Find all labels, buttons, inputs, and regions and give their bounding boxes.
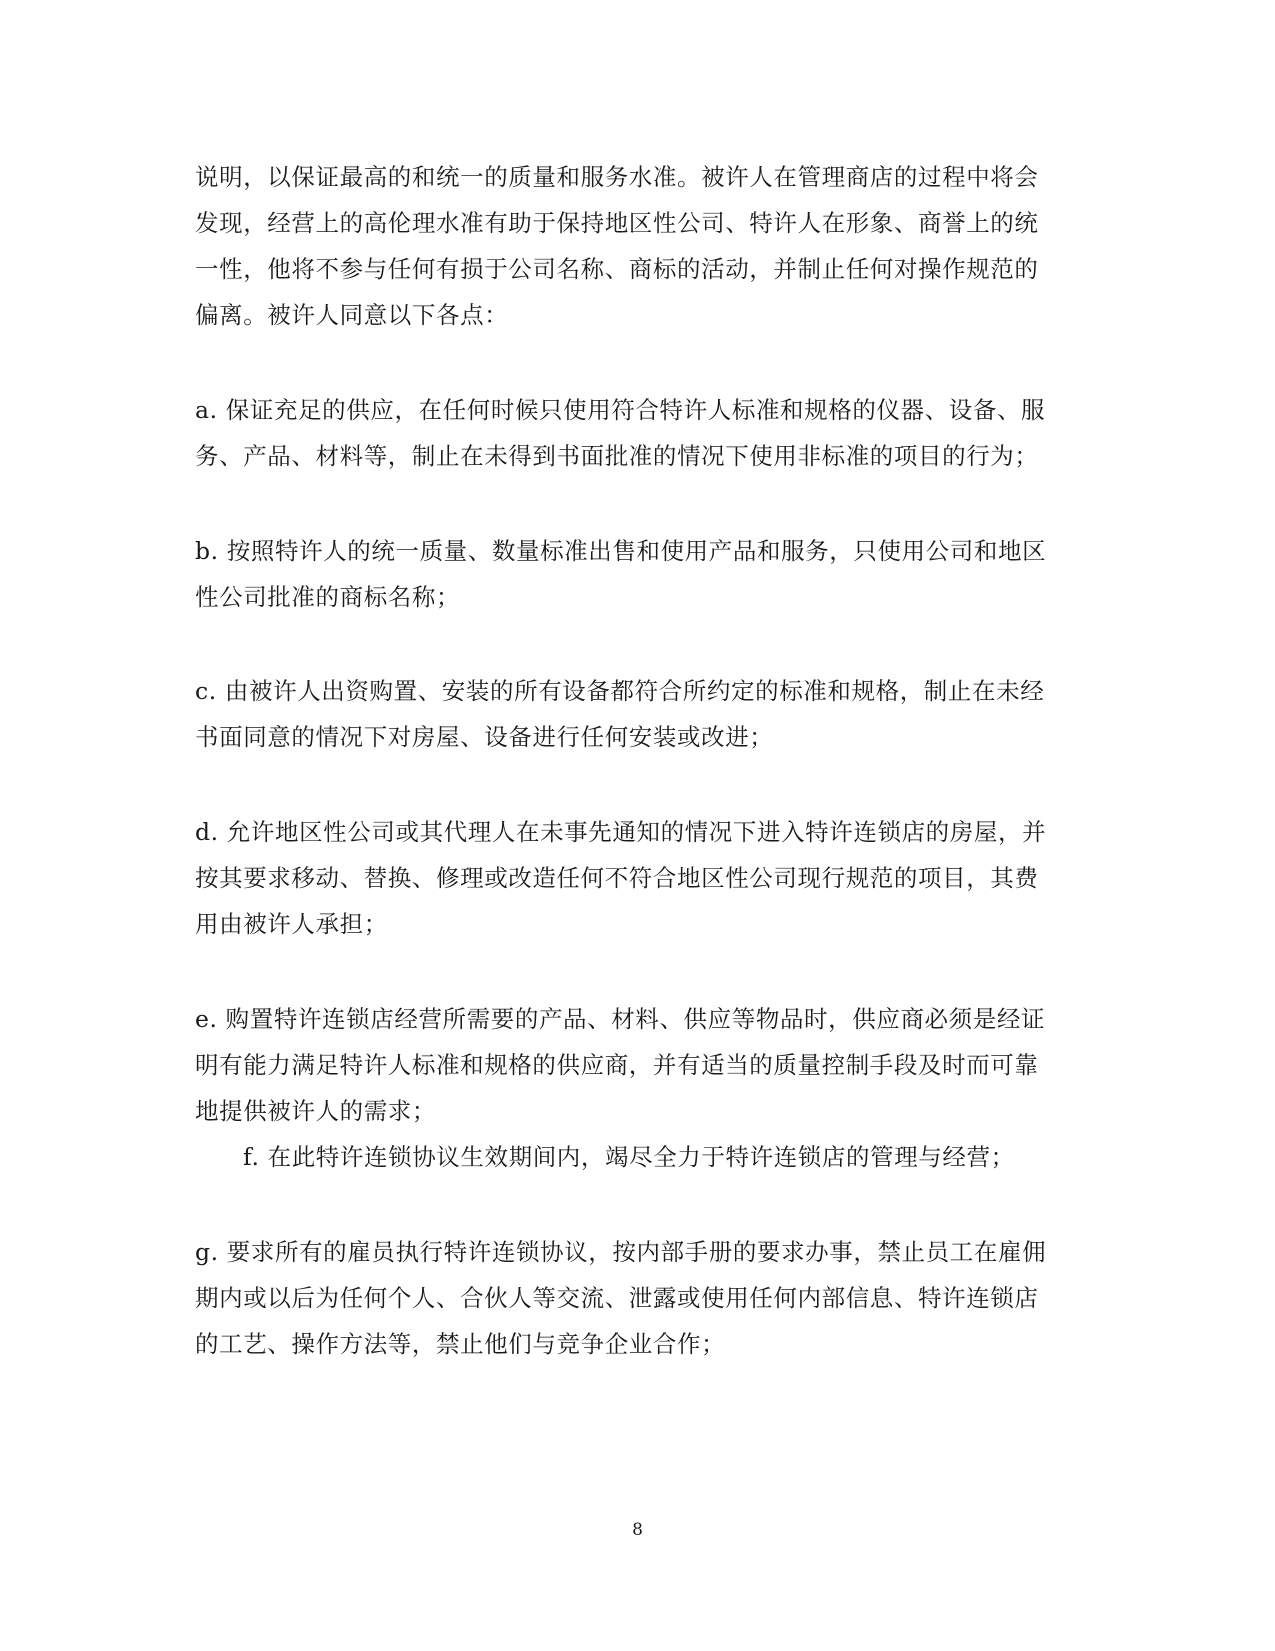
item-a-line: 务、产品、材料等，制止在未得到书面批准的情况下使用非标准的项目的行为； bbox=[195, 442, 1039, 470]
item-f-line: f. 在此特许连锁协议生效期间内，竭尽全力于特许连锁店的管理与经营； bbox=[243, 1143, 1015, 1171]
item-c-line: 书面同意的情况下对房屋、设备进行任何安装或改进； bbox=[195, 723, 774, 751]
paragraph-intro-line: 偏离。被许人同意以下各点： bbox=[195, 301, 509, 329]
item-g-line: g. 要求所有的雇员执行特许连锁协议，按内部手册的要求办事，禁止员工在雇佣 bbox=[195, 1238, 1047, 1266]
item-g-line: 期内或以后为任何个人、合伙人等交流、泄露或使用任何内部信息、特许连锁店 bbox=[195, 1284, 1039, 1312]
item-c-line: c. 由被许人出资购置、安装的所有设备都符合所约定的标准和规格，制止在未经 bbox=[195, 677, 1045, 705]
item-e-line: 明有能力满足特许人标准和规格的供应商，并有适当的质量控制手段及时而可靠 bbox=[195, 1051, 1039, 1079]
item-d-line: 按其要求移动、替换、修理或改造任何不符合地区性公司现行规范的项目，其费 bbox=[195, 864, 1039, 892]
page-number: 8 bbox=[632, 1520, 643, 1540]
item-b-line: b. 按照特许人的统一质量、数量标准出售和使用产品和服务，只使用公司和地区 bbox=[195, 537, 1047, 565]
item-e-line: e. 购置特许连锁店经营所需要的产品、材料、供应等物品时，供应商必须是经证 bbox=[195, 1005, 1046, 1033]
item-d-line: 用由被许人承担； bbox=[195, 910, 388, 938]
item-d-line: d. 允许地区性公司或其代理人在未事先通知的情况下进入特许连锁店的房屋，并 bbox=[195, 818, 1047, 846]
paragraph-intro-line: 发现，经营上的高伦理水准有助于保持地区性公司、特许人在形象、商誉上的统 bbox=[195, 209, 1039, 237]
item-b-line: 性公司批准的商标名称； bbox=[195, 583, 461, 611]
item-e-line: 地提供被许人的需求； bbox=[195, 1097, 436, 1125]
item-a-line: a. 保证充足的供应，在任何时候只使用符合特许人标准和规格的仪器、设备、服 bbox=[195, 396, 1046, 424]
paragraph-intro-line: 一性，他将不参与任何有损于公司名称、商标的活动，并制止任何对操作规范的 bbox=[195, 255, 1039, 283]
item-g-line: 的工艺、操作方法等，禁止他们与竞争企业合作； bbox=[195, 1330, 726, 1358]
paragraph-intro-line: 说明，以保证最高的和统一的质量和服务水准。被许人在管理商店的过程中将会 bbox=[195, 163, 1039, 191]
